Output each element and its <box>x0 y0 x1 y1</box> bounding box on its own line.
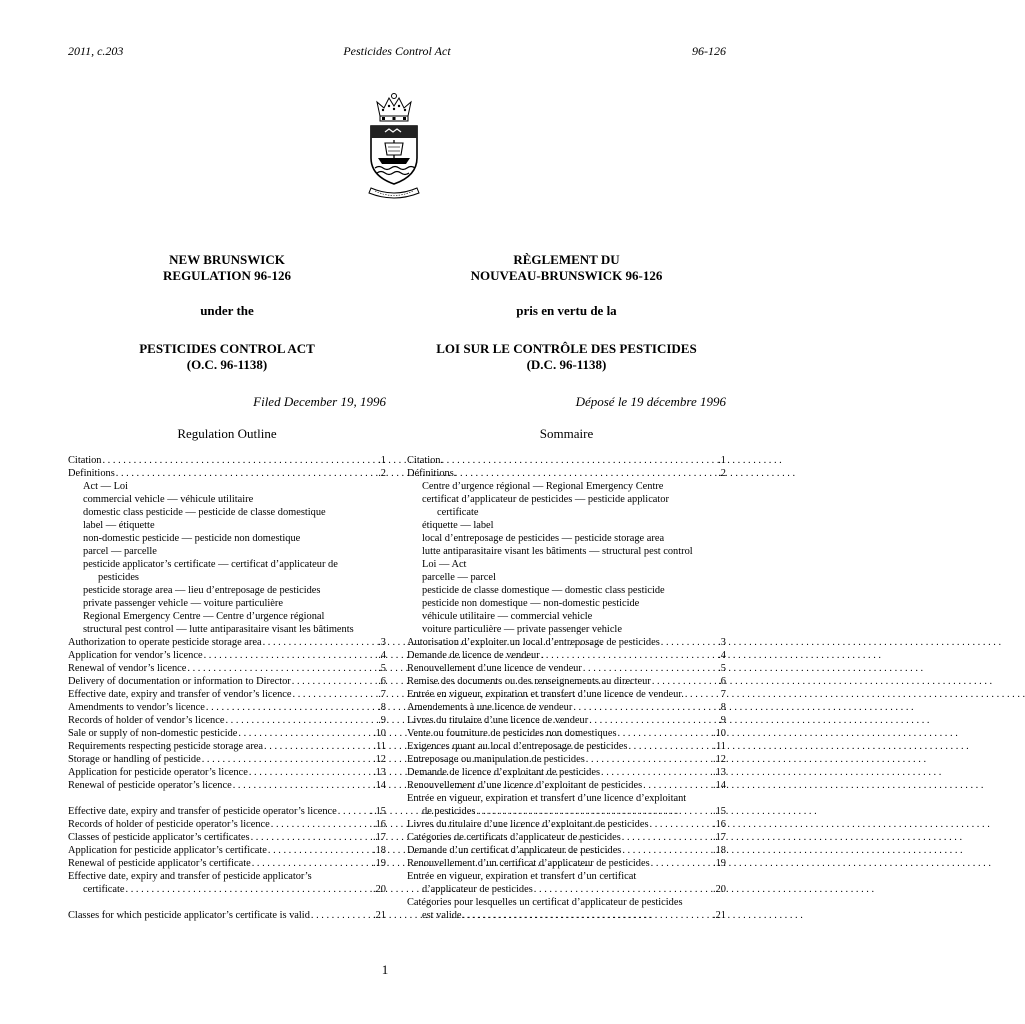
running-header <box>68 44 726 60</box>
toc-entry-title: Requirements respecting pesticide storage area <box>68 741 264 752</box>
toc-entry-title: Livres du titulaire d’une licence d’exploitant de pesticides <box>407 819 649 830</box>
toc-entry-title: Amendments to vendor’s licence <box>68 702 205 713</box>
toc-entry-title: Effective date, expiry and transfer of vendor’s licence <box>68 689 292 700</box>
toc-entry-section-number: .6 <box>718 676 726 687</box>
toc-entry <box>68 870 386 883</box>
toc-dot-leader <box>540 649 718 662</box>
toc-entry-title: pesticides <box>98 572 139 583</box>
toc-entry-title: Définitions <box>407 468 454 479</box>
toc-dot-leader <box>203 649 378 662</box>
toc-entry <box>407 662 726 675</box>
toc-dot-leader <box>237 727 372 740</box>
toc-dot-leader <box>684 688 720 701</box>
toc-dot-leader <box>205 701 377 714</box>
en-heading-line1: NEW BRUNSWICK <box>169 252 285 267</box>
toc-entry-title: Demande d’un certificat d’applicateur de pesticides <box>407 845 622 856</box>
toc-entry <box>407 532 726 545</box>
coat-of-arms-icon <box>363 92 425 200</box>
toc-entry-title: Vente ou fourniture de pesticides non domestiques <box>407 728 617 739</box>
toc-entry-title: Sale or supply of non-domestic pesticide <box>68 728 238 739</box>
toc-entry <box>407 766 726 779</box>
toc-entry-section-number: .13 <box>713 767 726 778</box>
toc-entry-section-number: .2 <box>718 468 726 479</box>
toc-entry <box>407 688 726 701</box>
toc-entry <box>407 792 726 805</box>
toc-entry-section-number: .14 <box>373 780 386 791</box>
toc-dot-leader <box>440 454 717 467</box>
toc-entry <box>407 727 726 740</box>
fr-heading-line2: NOUVEAU-BRUNSWICK 96-126 <box>470 268 663 283</box>
toc-entry-section-number: .9 <box>378 715 386 726</box>
toc-entry-section-number: .19 <box>713 858 726 869</box>
toc-entry-title: domestic class pesticide — pesticide de classe domestique <box>83 507 326 518</box>
toc-entry <box>407 753 726 766</box>
toc-entry-title: Entrée en vigueur, expiration et transfert d’un certificat <box>407 871 637 882</box>
toc-entry <box>68 675 386 688</box>
toc-entry-title: non-domestic pesticide — pesticide non domestique <box>83 533 301 544</box>
toc-entry-title: Remise des documents ou des renseignements au directeur <box>407 676 651 687</box>
toc-entry-title: Application for vendor’s licence <box>68 650 203 661</box>
toc-entry-title: est valide <box>422 910 462 921</box>
toc-entry <box>407 571 726 584</box>
toc-entry <box>68 649 386 662</box>
toc-entry-section-number: 7 <box>720 689 726 700</box>
toc-entry <box>407 454 726 467</box>
toc-entry-section-number: .12 <box>713 754 726 765</box>
toc-entry-title: Effective date, expiry and transfer of pesticide applicator’s <box>68 871 312 882</box>
toc-entry-title: label — étiquette <box>83 520 155 531</box>
toc-entry <box>407 506 726 519</box>
toc-dot-leader <box>651 675 717 688</box>
toc-entry-title: Regional Emergency Centre — Centre d’urgence régional <box>83 611 325 622</box>
header-act-title: Pesticides Control Act <box>343 44 451 58</box>
toc-entry-title: Classes of pesticide applicator’s certificates <box>68 832 250 843</box>
toc-dot-leader <box>462 909 712 922</box>
toc-entry-title: pesticide de classe domestique — domestic class pesticide <box>422 585 665 596</box>
toc-entry-title: Demande de licence d’exploitant de pesticides <box>407 767 601 778</box>
toc-entry <box>407 558 726 571</box>
toc-entry-section-number: .10 <box>713 728 726 739</box>
toc-entry-section-number: .18 <box>373 845 386 856</box>
toc-entry <box>407 610 726 623</box>
toc-entry-title: Demande de licence de vendeur <box>407 650 540 661</box>
toc-entry-title: parcel — parcelle <box>83 546 157 557</box>
toc-entry-section-number: .12 <box>373 754 386 765</box>
toc-dot-leader <box>263 740 372 753</box>
toc-dot-leader <box>337 805 370 818</box>
toc-entry-title: Exigences quant au local d’entreposage de pesticides <box>407 741 628 752</box>
toc-entry <box>407 493 726 506</box>
toc-entry-section-number: .8 <box>718 702 726 713</box>
toc-entry-section-number: . 15 <box>370 806 386 817</box>
header-chapter: 2011, c.203 <box>68 44 124 58</box>
toc-entry <box>68 883 386 896</box>
toc-dot-leader <box>621 831 712 844</box>
toc-entry <box>68 727 386 740</box>
en-under-the: under the <box>200 303 254 318</box>
en-act-title: PESTICIDES CONTROL ACT <box>139 341 315 356</box>
toc-entry-title: Renewal of pesticide operator’s licence <box>68 780 232 791</box>
toc-entry-section-number: .6 <box>378 676 386 687</box>
toc-entry <box>407 597 726 610</box>
toc-entry-section-number: .3 <box>718 637 726 648</box>
toc-entry-section-number: .19 <box>373 858 386 869</box>
toc-entry <box>407 870 726 883</box>
toc-dot-leader <box>292 688 378 701</box>
toc-entry <box>407 623 726 636</box>
toc-entry <box>407 480 726 493</box>
toc-entry <box>68 857 386 870</box>
toc-entry-title: véhicule utilitaire — commercial vehicle <box>422 611 593 622</box>
fr-order-in-council: (D.C. 96-1138) <box>526 357 607 372</box>
toc-entry <box>407 883 726 896</box>
toc-dot-leader <box>627 740 712 753</box>
toc-dot-leader <box>585 753 712 766</box>
toc-entry-title: certificate <box>437 507 479 518</box>
toc-entry <box>68 597 386 610</box>
toc-entry <box>68 636 386 649</box>
toc-entry <box>68 545 386 558</box>
toc-entry-title: parcelle — parcel <box>422 572 496 583</box>
toc-dot-leader <box>186 662 377 675</box>
toc-dot-leader <box>262 636 378 649</box>
toc-entry-title: Classes for which pesticide applicator’s certificate is valid <box>68 910 310 921</box>
toc-entry-section-number: .4 <box>378 650 386 661</box>
toc-entry-title: private passenger vehicle — voiture particulière <box>83 598 283 609</box>
toc-entry <box>68 831 386 844</box>
toc-entry <box>68 454 386 467</box>
toc-entry-title: Renouvellement d’un certificat d’applicateur de pesticides <box>407 858 650 869</box>
toc-entry-title: pesticide storage area — lieu d’entreposage de pesticides <box>83 585 321 596</box>
toc-entry-title: pesticide applicator’s certificate — certificat d’applicateur de <box>83 559 338 570</box>
english-column <box>68 252 386 922</box>
toc-entry-title: Entrée en vigueur, expiration et transfert d’une licence d’exploitant <box>407 793 687 804</box>
toc-dot-leader <box>251 857 372 870</box>
toc-entry <box>68 818 386 831</box>
page-number: 1 <box>381 962 389 977</box>
toc-entry-title: certificate <box>83 884 125 895</box>
toc-entry-title: certificat d’applicateur de pesticides — pesticide applicator <box>422 494 669 505</box>
toc-dot-leader <box>642 779 712 792</box>
toc-dot-leader <box>267 844 372 857</box>
toc-entry-section-number: .14 <box>713 780 726 791</box>
toc-entry-section-number: .5 <box>378 663 386 674</box>
en-filed-date: Filed December 19, 1996 <box>253 394 386 409</box>
toc-dot-leader <box>588 714 717 727</box>
toc-entry-title: Amendements à une licence de vendeur <box>407 702 573 713</box>
toc-entry <box>68 805 386 818</box>
toc-dot-leader <box>310 909 372 922</box>
toc-entry-title: Entreposage ou manipulation de pesticides <box>407 754 585 765</box>
toc-entry <box>68 688 386 701</box>
toc-entry-title: d’applicateur de pesticides <box>422 884 533 895</box>
toc-entry-title: Citation <box>68 455 102 466</box>
fr-table-of-contents <box>407 454 726 922</box>
toc-dot-leader <box>650 857 712 870</box>
toc-entry <box>68 714 386 727</box>
toc-entry <box>68 571 386 584</box>
toc-entry <box>68 467 386 480</box>
toc-entry <box>68 740 386 753</box>
toc-entry <box>68 909 386 922</box>
toc-dot-leader <box>582 662 717 675</box>
toc-entry <box>68 532 386 545</box>
fr-heading-line1: RÈGLEMENT DU <box>513 252 620 267</box>
toc-entry-title: de pesticides <box>422 806 476 817</box>
toc-entry <box>68 623 386 636</box>
toc-entry-title: Records of holder of vendor’s licence <box>68 715 225 726</box>
toc-entry-section-number: .2 <box>378 468 386 479</box>
toc-dot-leader <box>250 831 372 844</box>
header-regulation-number: 96-126 <box>692 44 726 58</box>
toc-entry <box>407 675 726 688</box>
toc-entry-title: Effective date, expiry and transfer of pesticide operator’s licence <box>68 806 337 817</box>
toc-entry <box>68 766 386 779</box>
toc-dot-leader <box>125 883 372 896</box>
toc-entry-title: local d’entreposage de pesticides — pesticide storage area <box>422 533 665 544</box>
en-table-of-contents <box>68 454 386 922</box>
toc-dot-leader <box>475 805 712 818</box>
toc-entry <box>68 753 386 766</box>
toc-entry-title: Centre d’urgence régional — Regional Emergency Centre <box>422 481 664 492</box>
toc-dot-leader <box>201 753 372 766</box>
toc-entry-title: Definitions <box>68 468 115 479</box>
toc-entry-section-number: .21 <box>373 910 386 921</box>
toc-entry-section-number: .4 <box>718 650 726 661</box>
toc-entry <box>407 909 726 922</box>
toc-entry-title: Renewal of vendor’s licence <box>68 663 187 674</box>
toc-entry-title: Catégories de certificats d’applicateur de pesticides <box>407 832 621 843</box>
toc-entry-section-number: .1 <box>378 455 386 466</box>
toc-dot-leader <box>533 883 712 896</box>
toc-entry-title: Records of holder of pesticide operator’s licence <box>68 819 270 830</box>
toc-dot-leader <box>617 727 713 740</box>
fr-outline-title: Sommaire <box>539 426 594 441</box>
toc-entry <box>407 545 726 558</box>
toc-entry <box>68 779 386 792</box>
toc-entry <box>68 519 386 532</box>
toc-entry-title: structural pest control — lutte antiparasitaire visant les bâtiments <box>83 624 354 635</box>
toc-entry-section-number: .20 <box>713 884 726 895</box>
toc-entry <box>68 480 386 493</box>
toc-entry-title: Loi — Act <box>422 559 467 570</box>
toc-entry <box>407 831 726 844</box>
fr-under-the: pris en vertu de la <box>516 303 617 318</box>
toc-entry-title: commercial vehicle — véhicule utilitaire <box>83 494 254 505</box>
toc-entry <box>68 493 386 506</box>
toc-entry-title: voiture particulière — private passenger vehicle <box>422 624 622 635</box>
toc-entry <box>407 467 726 480</box>
toc-entry <box>407 701 726 714</box>
toc-entry-title: Authorization to operate pesticide storage area <box>68 637 262 648</box>
toc-entry-title: Renouvellement d’une licence de vendeur <box>407 663 582 674</box>
toc-entry <box>407 740 726 753</box>
toc-entry-section-number: .16 <box>373 819 386 830</box>
toc-entry-section-number: .20 <box>373 884 386 895</box>
toc-dot-leader <box>248 766 372 779</box>
toc-entry <box>407 844 726 857</box>
toc-entry-title: Entrée en vigueur, expiration et transfert d’une licence de vendeur. <box>407 689 684 700</box>
toc-dot-leader <box>291 675 377 688</box>
toc-entry-title: Renewal of pesticide applicator’s certificate <box>68 858 251 869</box>
toc-entry <box>407 714 726 727</box>
toc-entry-section-number: .15 <box>713 806 726 817</box>
toc-dot-leader <box>660 636 717 649</box>
toc-entry-section-number: .8 <box>378 702 386 713</box>
toc-entry <box>407 519 726 532</box>
toc-entry-title: Act — Loi <box>83 481 129 492</box>
toc-entry-section-number: .1 <box>718 455 726 466</box>
toc-dot-leader <box>600 766 712 779</box>
toc-entry <box>68 558 386 571</box>
toc-entry-section-number: .7 <box>378 689 386 700</box>
toc-entry <box>407 779 726 792</box>
toc-entry-title: Renouvellement d’une licence d’exploitant de pesticides <box>407 780 643 791</box>
toc-entry-section-number: .9 <box>718 715 726 726</box>
toc-entry-section-number: .17 <box>713 832 726 843</box>
toc-entry-section-number: .5 <box>718 663 726 674</box>
toc-entry-title: Delivery of documentation or information to Director <box>68 676 291 687</box>
toc-entry-section-number: .10 <box>373 728 386 739</box>
fr-act-title: LOI SUR LE CONTRÔLE DES PESTICIDES <box>436 341 697 356</box>
en-outline-title: Regulation Outline <box>177 426 277 441</box>
toc-entry <box>68 506 386 519</box>
toc-dot-leader <box>232 779 372 792</box>
toc-entry-section-number: .16 <box>713 819 726 830</box>
toc-entry-section-number: .18 <box>713 845 726 856</box>
toc-dot-leader <box>621 844 712 857</box>
toc-entry <box>407 896 726 909</box>
toc-dot-leader <box>649 818 713 831</box>
toc-entry-title: Autorisation d’exploiter un local d’entreposage de pesticides <box>407 637 660 648</box>
toc-entry-section-number: .21 <box>713 910 726 921</box>
toc-entry <box>68 701 386 714</box>
toc-entry-title: Application for pesticide operator’s licence <box>68 767 248 778</box>
toc-entry-title: Application for pesticide applicator’s certificate <box>68 845 267 856</box>
en-heading-line2: REGULATION 96-126 <box>163 268 291 283</box>
fr-filed-date: Déposé le 19 décembre 1996 <box>575 394 726 409</box>
toc-entry-section-number: .11 <box>713 741 726 752</box>
toc-dot-leader <box>572 701 717 714</box>
toc-entry-title: Storage or handling of pesticide <box>68 754 201 765</box>
toc-dot-leader <box>270 818 372 831</box>
toc-entry-title: Catégories pour lesquelles un certificat d’applicateur de pesticides <box>407 897 683 908</box>
toc-dot-leader <box>101 454 377 467</box>
toc-entry <box>407 805 726 818</box>
toc-entry <box>407 857 726 870</box>
toc-entry-title: étiquette — label <box>422 520 494 531</box>
toc-entry <box>68 584 386 597</box>
french-column <box>407 252 726 922</box>
toc-entry-section-number: .17 <box>373 832 386 843</box>
toc-dot-leader <box>115 467 377 480</box>
toc-entry-title: Citation <box>407 455 441 466</box>
toc-entry-section-number: .13 <box>373 767 386 778</box>
toc-dot-leader <box>454 467 717 480</box>
toc-entry <box>407 636 726 649</box>
toc-entry <box>68 610 386 623</box>
toc-entry <box>407 584 726 597</box>
toc-entry-section-number: .3 <box>378 637 386 648</box>
toc-entry-section-number: .11 <box>373 741 386 752</box>
toc-entry-title: pesticide non domestique — non-domestic pesticide <box>422 598 640 609</box>
toc-dot-leader <box>224 714 377 727</box>
en-order-in-council: (O.C. 96-1138) <box>186 357 268 372</box>
toc-entry <box>407 649 726 662</box>
toc-entry-title: Livres du titulaire d’une licence de vendeur <box>407 715 589 726</box>
toc-entry <box>68 662 386 675</box>
toc-entry-title: lutte antiparasitaire visant les bâtiments — structural pest control <box>422 546 693 557</box>
toc-entry <box>68 844 386 857</box>
toc-entry <box>407 818 726 831</box>
